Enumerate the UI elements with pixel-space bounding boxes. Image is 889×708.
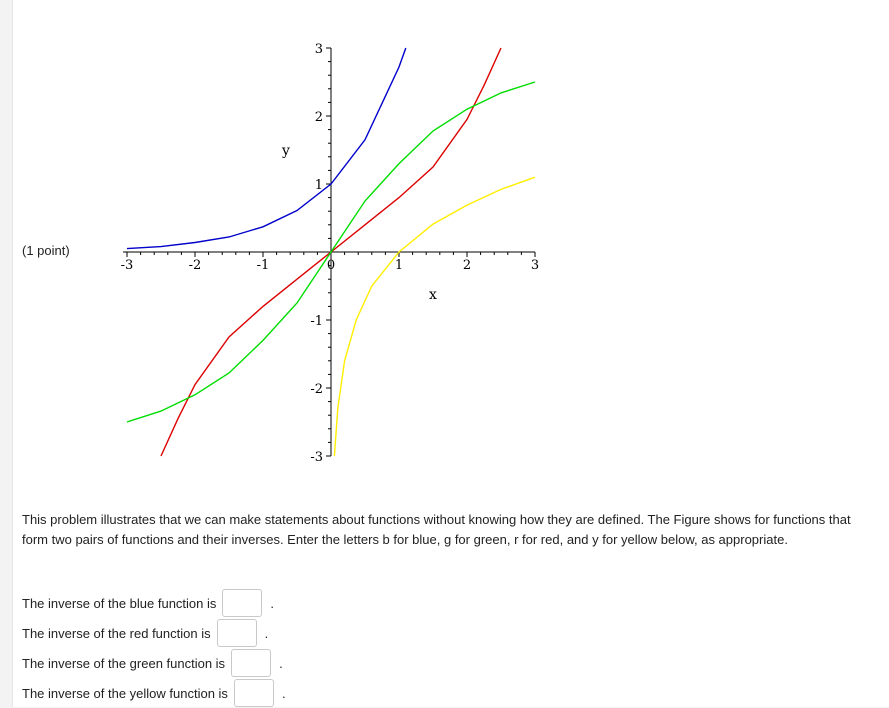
x-tick-label: 1 bbox=[394, 258, 404, 273]
x-tick-label: 0 bbox=[326, 258, 336, 273]
y-tick-label: 2 bbox=[314, 110, 323, 125]
question-label-yellow: The inverse of the yellow function is bbox=[22, 685, 228, 701]
yellow-curve bbox=[334, 177, 535, 456]
y-tick-label: -1 bbox=[310, 314, 323, 329]
question-row-yellow bbox=[22, 678, 286, 708]
x-tick-label: -2 bbox=[188, 258, 202, 273]
function-graph bbox=[77, 0, 589, 490]
points-label: (1 point) bbox=[22, 243, 70, 258]
answer-input-green[interactable] bbox=[231, 649, 271, 677]
question-row-blue bbox=[22, 588, 274, 618]
y-axis-label: y bbox=[282, 143, 290, 159]
answer-input-blue[interactable] bbox=[222, 589, 262, 617]
y-tick-label: 3 bbox=[314, 42, 323, 57]
period-green: . bbox=[279, 655, 283, 671]
y-tick-label: -3 bbox=[310, 450, 323, 465]
period-blue: . bbox=[270, 595, 275, 611]
y-tick-label: 1 bbox=[314, 178, 323, 193]
x-tick-label: 3 bbox=[530, 258, 540, 273]
blue-curve bbox=[127, 48, 406, 249]
x-tick-label: 2 bbox=[462, 258, 472, 273]
question-row-green bbox=[22, 648, 283, 678]
figure bbox=[77, 0, 589, 490]
question-label-green: The inverse of the green function is bbox=[22, 655, 226, 671]
question-label-red: The inverse of the red function is bbox=[22, 625, 211, 641]
question-label-blue: The inverse of the blue function is bbox=[22, 595, 217, 611]
problem-statement: This problem illustrates that we can make statements about functions without knowing how they are defined. The Figure shows for functions that form two pairs of functions and their inverses. Enter the letters b for blue, g for green, r for red, and y for yellow below, as appropriate. bbox=[22, 512, 851, 547]
answer-input-yellow[interactable] bbox=[234, 679, 274, 707]
answer-input-red[interactable] bbox=[217, 619, 257, 647]
x-axis-label: x bbox=[429, 287, 437, 303]
question-row-red bbox=[22, 618, 268, 648]
period-yellow: . bbox=[281, 685, 286, 701]
y-tick-label: -2 bbox=[310, 382, 323, 397]
x-tick-label: -3 bbox=[120, 258, 134, 273]
period-red: . bbox=[264, 625, 269, 641]
x-tick-label: -1 bbox=[256, 258, 270, 273]
